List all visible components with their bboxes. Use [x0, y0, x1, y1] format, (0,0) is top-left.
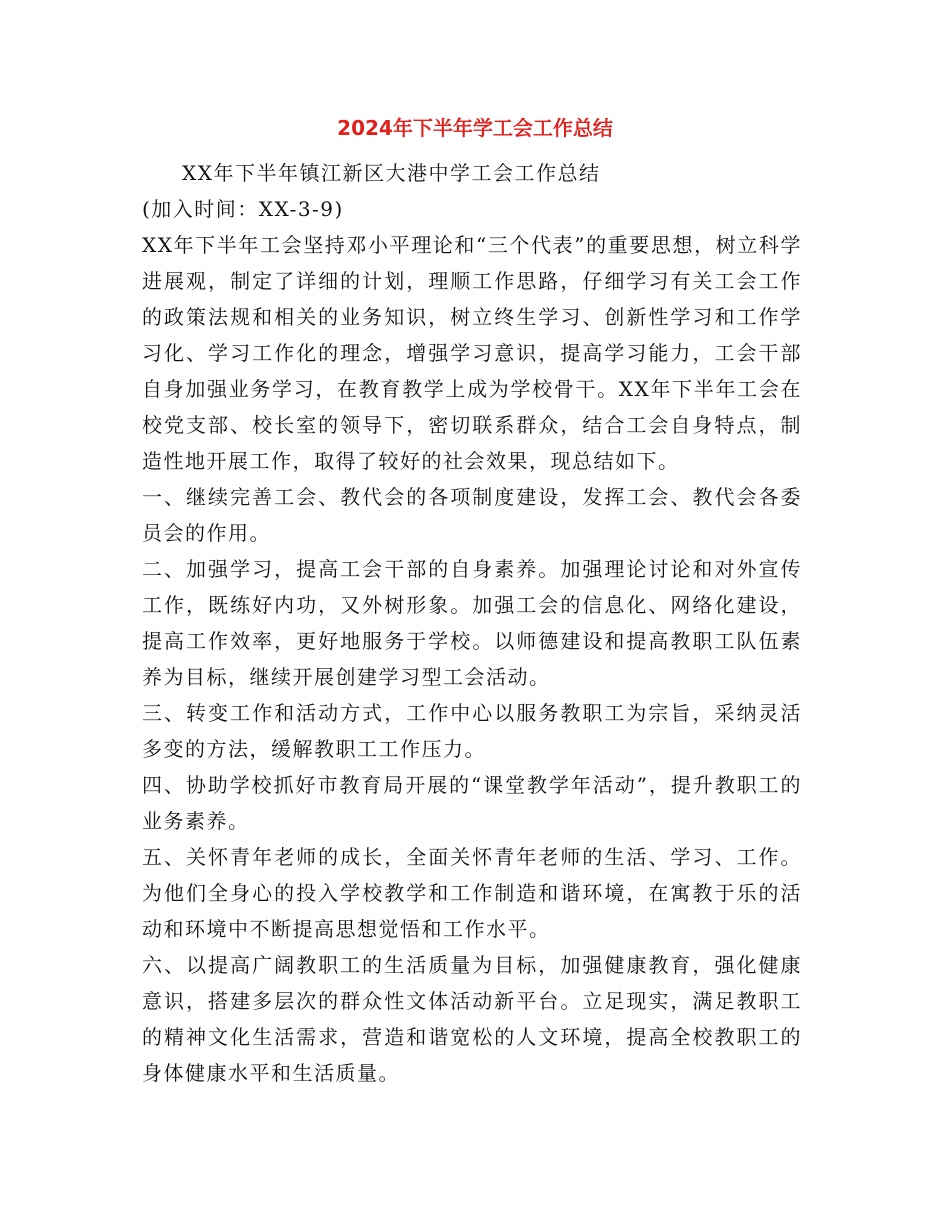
document-body [142, 155, 802, 1091]
section-three-paragraph: 三、转变工作和活动方式，工作中心以服务教职工为宗旨，采纳灵活多变的方法，缓解教职工工作压力。 [142, 701, 802, 761]
document-title: 2024年下半年学工会工作总结 [337, 116, 613, 140]
section-five-paragraph: 五、关怀青年老师的成长，全面关怀青年老师的生活、学习、工作。为他们全身心的投入学校教学和工作制造和谐环境，在寓教于乐的活动和环境中不断提高思想觉悟和工作水平。 [142, 845, 802, 941]
section-one-paragraph: 一、继续完善工会、教代会的各项制度建设，发挥工会、教代会各委员会的作用。 [142, 485, 802, 545]
join-time-line: (加入时间：XX-3-9) [142, 197, 344, 221]
section-two-paragraph: 二、加强学习，提高工会干部的自身素养。加强理论讨论和对外宣传工作，既练好内功，又外树形象。加强工会的信息化、网络化建设，提高工作效率，更好地服务于学校。以师德建设和提高教职工队伍素养为目标，继续开展创建学习型工会活动。 [142, 557, 802, 689]
document-subtitle: XX年下半年镇江新区大港中学工会工作总结 [182, 161, 601, 185]
section-four-paragraph: 四、协助学校抓好市教育局开展的“课堂教学年活动”，提升教职工的业务素养。 [142, 773, 802, 833]
intro-paragraph: XX年下半年工会坚持邓小平理论和“三个代表”的重要思想，树立科学进展观，制定了详细的计划，理顺工作思路，仔细学习有关工会工作的政策法规和相关的业务知识，树立终生学习、创新性学习和工作学习化、学习工作化的理念，增强学习意识，提高学习能力，工会干部自身加强业务学习，在教育教学上成为学校骨干。XX年下半年工会在校党支部、校长室的领导下，密切联系群众，结合工会自身特点，制造性地开展工作，取得了较好的社会效果，现总结如下。 [142, 233, 802, 473]
section-six-paragraph: 六、以提高广阔教职工的生活质量为目标，加强健康教育，强化健康意识，搭建多层次的群众性文体活动新平台。立足现实，满足教职工的精神文化生活需求，营造和谐宽松的人文环境，提高全校教职工的身体健康水平和生活质量。 [142, 953, 802, 1085]
